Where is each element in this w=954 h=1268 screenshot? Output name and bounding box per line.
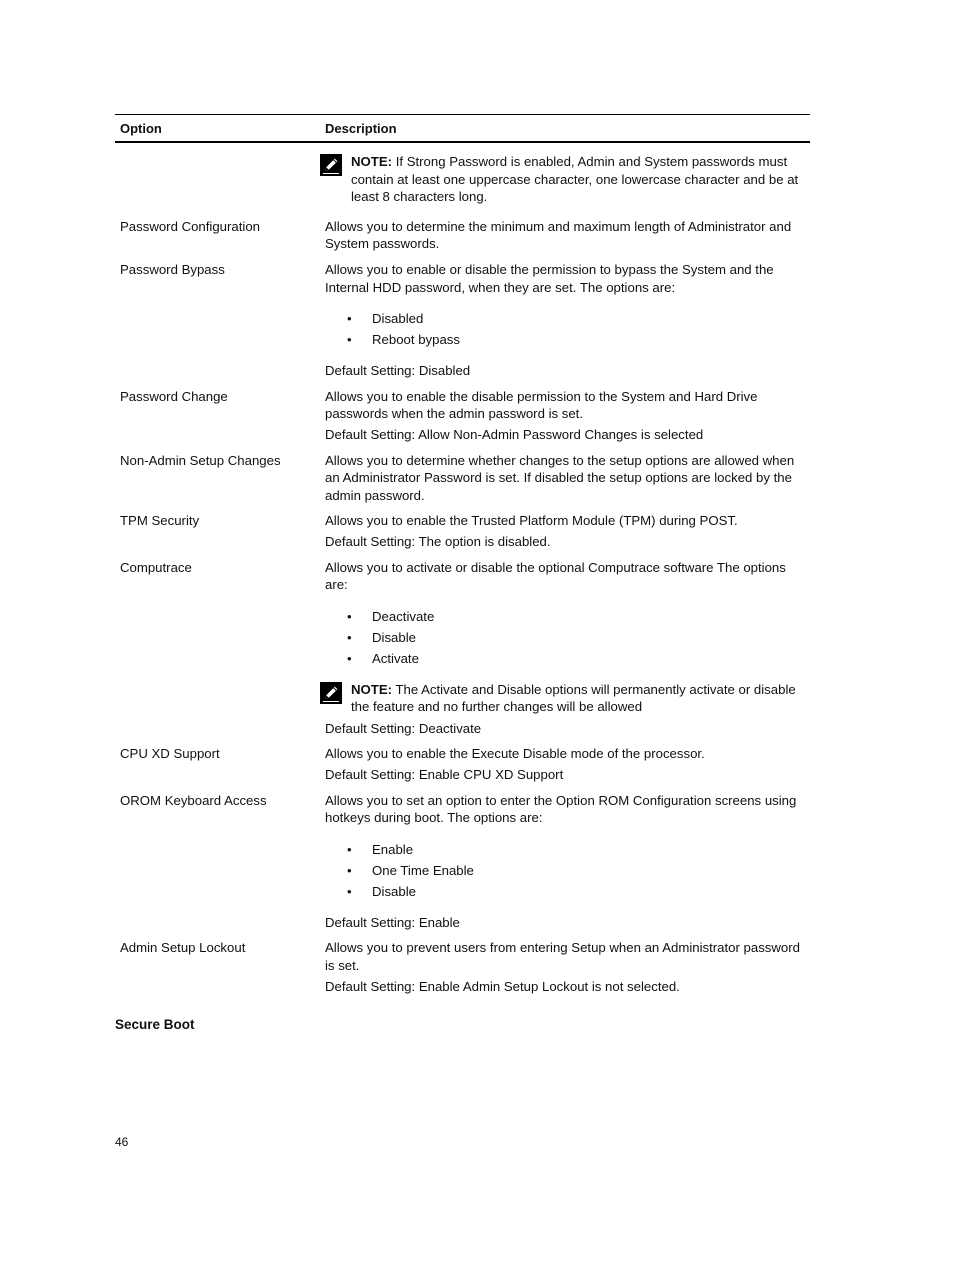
list-item: • Disabled <box>347 308 805 329</box>
description-text: Allows you to activate or disable the optional Computrace software The options are: <box>325 559 786 593</box>
section-heading: Secure Boot <box>115 1017 195 1032</box>
description-text: Allows you to prevent users from entering Setup when an Administrator password is set. <box>325 940 800 974</box>
note-text: If Strong Password is enabled, Admin and System passwords must contain at least one uppercase character, one lowercase character and be at least 8 characters long. <box>351 154 799 205</box>
description-text: Allows you to enable the disable permission to the System and Hard Drive passwords when the admin password is set. <box>325 388 758 422</box>
option-cell: Non-Admin Setup Changes <box>120 452 281 468</box>
description-text: Allows you to set an option to enter the Option ROM Configuration screens using hotkeys during boot. The options are: <box>325 792 797 826</box>
pencil-note-icon <box>320 154 342 176</box>
option-cell: Password Configuration <box>120 218 261 234</box>
option-cell: Computrace <box>120 559 192 575</box>
list-item: • Activate <box>347 648 805 669</box>
table-row <box>115 512 810 558</box>
note-label: NOTE: <box>351 154 393 169</box>
description-cell <box>320 745 810 791</box>
description-cell <box>320 452 810 513</box>
option-cell: Admin Setup Lockout <box>120 940 246 956</box>
page-number: 46 <box>115 1135 129 1149</box>
description-text: Allows you to enable or disable the permission to bypass the System and the Internal HDD password, when they are set. The options are: <box>325 261 774 295</box>
description-cell <box>320 142 810 218</box>
option-cell: Password Bypass <box>120 261 225 277</box>
table-row <box>115 142 810 218</box>
options-list <box>325 308 805 350</box>
header-description: Description <box>320 115 810 143</box>
description-cell <box>320 218 810 261</box>
description-cell <box>320 388 810 452</box>
bios-options-table <box>115 114 810 1003</box>
note-label: NOTE: <box>351 681 393 697</box>
note-text: The Activate and Disable options will permanently activate or disable the feature and no further changes will be allowed <box>351 681 796 715</box>
description-text: Allows you to determine whether changes to the setup options are allowed when an Administrator Password is set. If disabled the setup options are locked by the admin password. <box>325 452 795 503</box>
default-setting: Default Setting: The option is disabled. <box>325 533 551 549</box>
default-setting: Default Setting: Enable Admin Setup Lockout is not selected. <box>325 978 680 994</box>
list-item: • Disable <box>347 881 805 902</box>
option-cell <box>115 142 320 218</box>
default-setting: Default Setting: Deactivate <box>325 720 482 736</box>
table-row <box>115 792 810 940</box>
table-row <box>115 388 810 452</box>
note-strong-password <box>325 153 805 206</box>
table-row <box>115 218 810 261</box>
option-cell: CPU XD Support <box>120 746 220 762</box>
option-cell: TPM Security <box>120 513 200 529</box>
list-item: • One Time Enable <box>347 860 805 881</box>
description-text: Allows you to determine the minimum and maximum length of Administrator and System passwords. <box>325 218 792 252</box>
description-cell <box>320 792 810 940</box>
description-cell <box>320 261 810 388</box>
table-header-row <box>115 115 810 143</box>
default-setting: Default Setting: Disabled <box>325 363 471 379</box>
table-row <box>115 939 810 1003</box>
default-setting: Default Setting: Enable <box>325 914 460 930</box>
option-cell: Password Change <box>120 388 228 404</box>
default-setting: Default Setting: Allow Non-Admin Password Changes is selected <box>325 426 704 442</box>
table-row <box>115 261 810 388</box>
header-option: Option <box>115 115 320 143</box>
table-row <box>115 745 810 791</box>
description-cell <box>320 939 810 1003</box>
list-item: • Enable <box>347 839 805 860</box>
pencil-note-icon <box>320 682 342 704</box>
description-cell <box>320 559 810 746</box>
options-list <box>325 606 805 669</box>
options-list <box>325 839 805 902</box>
default-setting: Default Setting: Enable CPU XD Support <box>325 767 564 783</box>
page-content <box>115 114 810 1003</box>
list-item: • Reboot bypass <box>347 329 805 350</box>
option-cell: OROM Keyboard Access <box>120 792 267 808</box>
table-row <box>115 452 810 513</box>
description-cell <box>320 512 810 558</box>
list-item: • Deactivate <box>347 606 805 627</box>
table-row <box>115 559 810 746</box>
note-computrace <box>325 681 805 716</box>
description-text: Allows you to enable the Trusted Platform Module (TPM) during POST. <box>325 513 738 529</box>
list-item: • Disable <box>347 627 805 648</box>
description-text: Allows you to enable the Execute Disable mode of the processor. <box>325 746 705 762</box>
